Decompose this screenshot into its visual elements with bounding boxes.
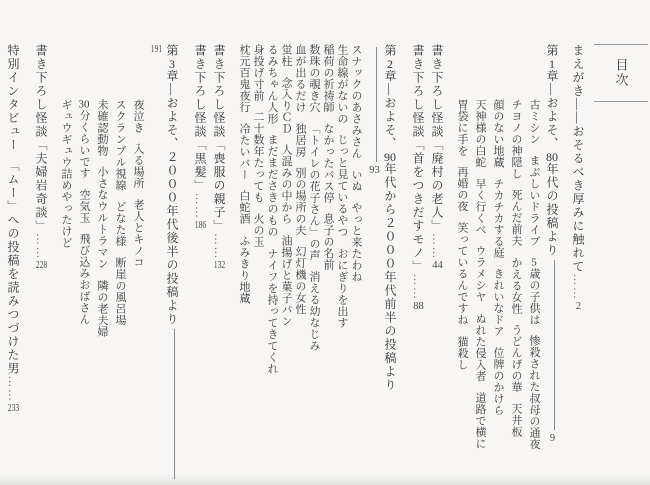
title-column xyxy=(307,44,320,484)
story-title: 死んだ前夫 xyxy=(510,189,522,247)
story-title: 枕元百鬼夜行 xyxy=(238,44,250,113)
title-column xyxy=(293,44,306,484)
page-number: 9 xyxy=(549,433,556,444)
story-title: ふみきり地蔵 xyxy=(238,234,250,304)
story-title: スクランブル視線 xyxy=(114,99,126,191)
story-title: まだまださきのもの xyxy=(266,134,278,238)
leader-dots: …… xyxy=(6,375,20,403)
preface-entry xyxy=(570,44,586,484)
story-title: 油揚げと菓子パン xyxy=(280,234,292,327)
story-title: 独居房 xyxy=(294,122,306,158)
toc-page xyxy=(0,44,648,484)
page-number: 2 xyxy=(575,300,582,311)
story-title: チカチカする庭 xyxy=(492,177,504,259)
extra-label: 書き下ろし怪談「夫婦岩奇談」 xyxy=(34,44,48,233)
extra-label: 書き下ろし怪談「廃村の老人」 xyxy=(430,44,444,233)
story-title: 数珠の覗き穴 xyxy=(308,44,320,113)
story-title: 道路で横に xyxy=(474,391,486,450)
title-column xyxy=(455,44,468,484)
story-title: ウラメシヤ xyxy=(474,245,486,303)
title-column xyxy=(473,44,486,484)
story-title: 老人とキノコ xyxy=(132,199,144,269)
page-number: 132 xyxy=(213,260,226,271)
story-title: どなた様 xyxy=(114,200,126,247)
story-title: じっと見ているやつ xyxy=(336,134,348,238)
story-title: 古ミシン xyxy=(528,99,540,145)
story-title: 身投げ寸前 xyxy=(252,44,264,102)
story-title: やっと来たわね xyxy=(350,201,362,283)
chapter1-heading xyxy=(544,44,560,484)
story-title: 「トイレの花子さん」の声 xyxy=(308,122,320,261)
story-title: 再婚の夜 xyxy=(456,166,468,213)
story-title: 惨殺された叔母の通夜 xyxy=(528,335,540,451)
story-title: ぬれた侵入者 xyxy=(474,312,486,382)
story-title: 位牌のかけら xyxy=(492,347,504,417)
extra-entry xyxy=(192,44,208,484)
leader-dots: …… xyxy=(411,273,425,301)
extra-label: 書き下ろし怪談「首をつきだすモノ」 xyxy=(411,44,425,274)
toc-title-box xyxy=(594,44,648,102)
story-title: おにぎりを出す xyxy=(336,247,348,329)
page-number: 88 xyxy=(413,300,424,311)
story-title: 冷たいバー xyxy=(238,122,250,181)
title-column xyxy=(251,44,264,484)
page-number: 186 xyxy=(194,219,207,230)
interview-label: 特別インタビュー 「ムー」への投稿を読みつづけた男 xyxy=(6,44,20,376)
title-column xyxy=(237,44,250,484)
story-title: 天神様の白蛇 xyxy=(474,99,486,168)
story-title: きれいなドア xyxy=(492,268,504,338)
story-title: 夜泣き xyxy=(132,99,144,134)
story-title: 飛び込みおばさん xyxy=(78,233,90,326)
story-title: いぬ xyxy=(350,168,362,192)
page-number: 44 xyxy=(432,260,443,271)
story-title: 息子の名前 xyxy=(322,213,334,271)
title-column xyxy=(77,44,90,484)
title-column xyxy=(335,44,348,484)
story-title: 人混みの中から xyxy=(280,144,292,225)
title-column xyxy=(59,44,72,484)
story-title: 天井板 xyxy=(510,403,522,438)
story-title: 別の場所の夫 xyxy=(294,167,306,237)
story-title: うどんげの華 xyxy=(510,324,522,394)
chapter1-title-list xyxy=(455,44,540,484)
title-column xyxy=(321,44,334,484)
page-number: 228 xyxy=(35,260,48,271)
story-title: まぶしいドライブ xyxy=(528,154,540,247)
story-title: 猫殺し xyxy=(456,335,468,371)
story-title: 空気玉 xyxy=(78,188,90,224)
title-column xyxy=(131,44,144,484)
story-title: スナックのあさみさん xyxy=(350,44,362,159)
extra-label: 書き下ろし怪談「黒髪」 xyxy=(193,44,207,193)
story-title: ギュウギュウ詰めやったけど xyxy=(60,99,72,249)
chapter3-title-list xyxy=(59,44,144,484)
extra-entry xyxy=(429,44,445,484)
story-title: 笑っているんですね xyxy=(456,222,468,326)
leader-dots: …… xyxy=(193,192,207,220)
title-column xyxy=(491,44,504,484)
title-column xyxy=(265,44,278,484)
title-column xyxy=(95,44,108,484)
title-column xyxy=(279,44,292,484)
story-title: 白蛇酒 xyxy=(238,190,250,225)
chapter2-heading xyxy=(366,44,398,484)
story-title: 早く行くべ xyxy=(474,177,486,236)
extra-entry xyxy=(211,44,227,484)
leader-line xyxy=(554,260,555,430)
story-title: 念入りＣＤ xyxy=(280,76,292,135)
story-title: 蛍柱 xyxy=(280,44,292,67)
leader-dots: …… xyxy=(430,233,444,260)
story-title: 胃袋に手を xyxy=(456,99,468,157)
title-column xyxy=(509,44,522,484)
chapter2-title-list xyxy=(237,44,362,484)
story-title: 火の玉 xyxy=(252,213,264,248)
story-title: 二十数年たっても xyxy=(252,111,264,204)
chapter2-heading-label: 第2章―およそ、90年代から２０００年代前半の投稿より xyxy=(383,44,397,392)
story-title: 未確認動物 xyxy=(96,99,108,157)
story-title: 幻灯機の女性 xyxy=(294,246,306,316)
title-column xyxy=(527,44,540,484)
page-number: 93 xyxy=(369,165,380,176)
story-title: 5歳の子供は xyxy=(528,256,540,326)
story-title: 30分くらいです xyxy=(78,99,90,179)
story-title: 入る場所 xyxy=(132,143,144,190)
interview-entry xyxy=(5,44,21,484)
leader-dots: …… xyxy=(571,273,585,301)
story-title: 血が出るだけ xyxy=(294,44,306,113)
leader-line xyxy=(376,47,377,162)
story-title: かえる女性 xyxy=(510,256,522,315)
story-title: 消える幼なじみ xyxy=(308,270,320,352)
title-column xyxy=(349,44,362,484)
story-title: 生命線がないの xyxy=(336,44,348,125)
story-title: 稲荷の祈祷師 xyxy=(322,44,334,113)
story-title: なかったバス停 xyxy=(322,122,334,204)
leader-dots: …… xyxy=(212,233,226,260)
story-title: ナイフを持ってきてくれ xyxy=(266,247,278,375)
title-column xyxy=(113,44,126,484)
toc-title: 目次 xyxy=(613,58,629,88)
page-number: 233 xyxy=(7,402,20,413)
chapter3-heading xyxy=(148,44,180,484)
leader-dots: …… xyxy=(34,233,48,260)
story-title: チヨノの神隠し xyxy=(510,99,522,180)
page-bottom-shadow xyxy=(0,473,650,485)
leader-line xyxy=(174,329,175,479)
extra-label: 書き下ろし怪談「喪服の親子」 xyxy=(212,44,226,233)
extra-entry xyxy=(33,44,49,484)
story-title: 隣の老夫婦 xyxy=(96,279,108,338)
preface-label: まえがき――おそるべき厚みに触れて xyxy=(571,44,585,274)
chapter1-heading-label: 第1章―およそ、80年代の投稿より xyxy=(545,44,559,257)
chapter3-heading-label: 第3章―およそ、２０００年代後半の投稿より xyxy=(165,44,179,326)
extra-entry xyxy=(410,44,426,484)
story-title: 断崖の風呂場 xyxy=(114,256,126,326)
story-title: 小さなウルトラマン xyxy=(96,166,108,270)
page-number: 191 xyxy=(150,44,163,55)
story-title: 顔のない地蔵 xyxy=(492,99,504,168)
story-title: るみちゃん人形 xyxy=(266,44,278,125)
